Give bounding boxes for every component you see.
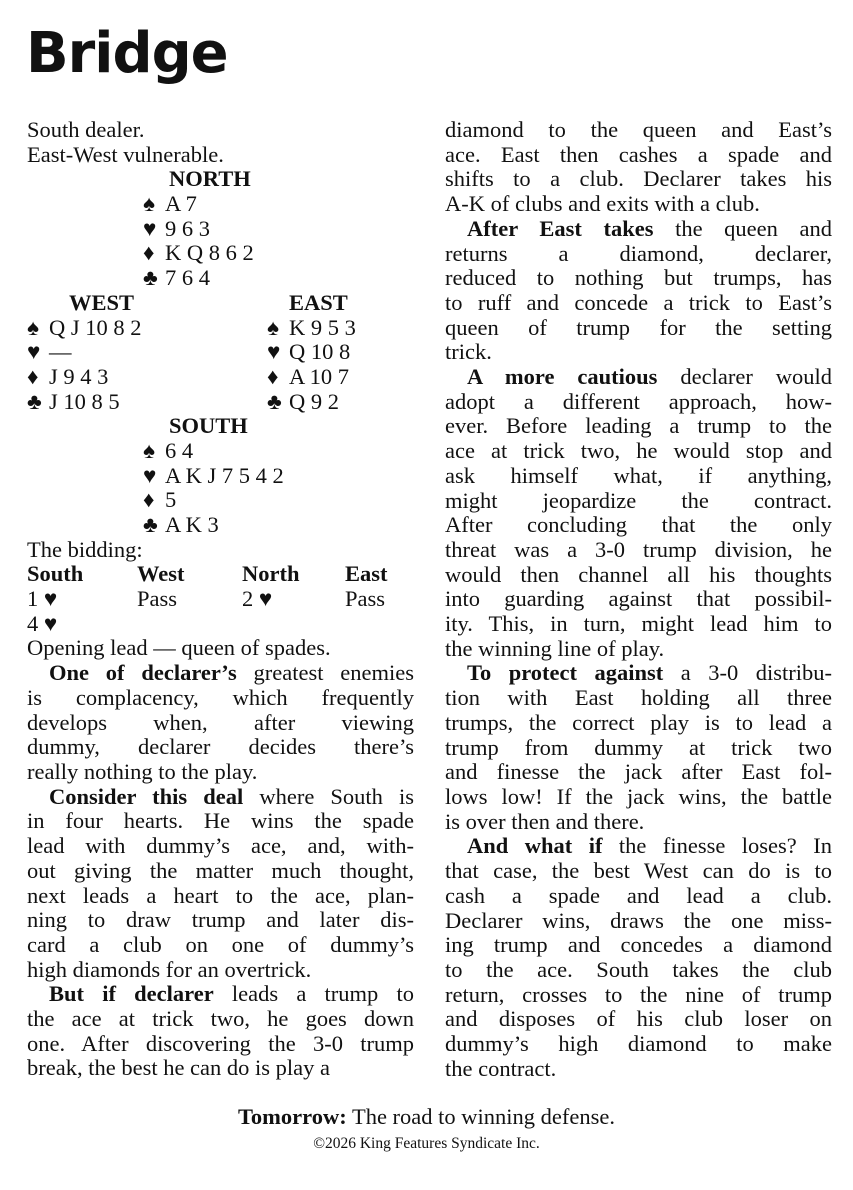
text-line: really nothing to the play. <box>27 759 258 784</box>
east-label: EAST <box>289 289 348 315</box>
text-line <box>27 661 414 686</box>
north-diamonds: ♦ K Q 8 6 2 <box>143 240 254 266</box>
text-line: cash a spade and lead a club. <box>445 882 832 908</box>
text-line: dummy’s high diamond to make <box>445 1031 832 1057</box>
south-clubs: ♣ A K 3 <box>143 512 219 538</box>
bid-cell: 2 ♥ <box>242 586 273 612</box>
text-line: and finesse the jack after East fol- <box>445 759 832 785</box>
text-line: ever. Before leading a trump to the <box>445 413 832 439</box>
bid-cell: 1 ♥ <box>27 586 58 612</box>
text-line: into guarding against that possibil- <box>445 586 832 612</box>
text-line: is over then and there. <box>445 808 645 834</box>
text-line: dummy, declarer decides there’s <box>27 734 414 760</box>
text-line: would then channel all his thoughts <box>445 561 832 587</box>
south-diamonds: ♦ 5 <box>143 487 177 513</box>
south-hearts: ♥ A K J 7 5 4 2 <box>143 462 284 488</box>
club-icon: ♣ <box>143 265 158 291</box>
text-line: break, the best he can do is play a <box>27 1055 331 1081</box>
text-line: reduced to nothing but trumps, has <box>445 265 832 291</box>
text-line: the winning line of play. <box>445 635 665 661</box>
text-line <box>27 982 414 1007</box>
spade-icon: ♠ <box>143 191 155 217</box>
tomorrow-label: Tomorrow: <box>237 1104 347 1129</box>
text-line: card a club on one of dummy’s <box>27 931 414 957</box>
heart-icon: ♥ <box>143 462 157 488</box>
left-column <box>27 118 414 1081</box>
text-line: ity. This, in turn, might lead him to <box>445 611 832 637</box>
bidding-header-south: South <box>27 561 84 587</box>
bidding-header-east: East <box>345 561 388 587</box>
bid-cell: Pass <box>137 586 178 612</box>
text-line: trumps, the correct play is to lead a <box>445 709 832 735</box>
text-line: ing trump and concedes a diamond <box>445 932 832 958</box>
text-line: out giving the matter much thought, <box>27 857 414 883</box>
diamond-icon: ♦ <box>267 363 279 389</box>
text-line <box>445 834 832 859</box>
text-line: trump from dummy at trick two <box>445 734 832 760</box>
bidding-label: The bidding: <box>27 536 143 562</box>
text-line: develops when, after viewing <box>27 709 414 735</box>
south-spades: ♠ 6 4 <box>143 437 194 463</box>
text-line: threat was a 3-0 trump division, he <box>445 536 832 562</box>
paragraph-lead: To protect against <box>467 660 664 686</box>
west-label: WEST <box>69 289 135 315</box>
text-line <box>445 217 832 242</box>
club-icon: ♣ <box>267 388 282 414</box>
diamond-icon: ♦ <box>27 363 39 389</box>
paragraph-lead: A more cautious <box>467 364 658 390</box>
text-line: return, crosses to the nine of trump <box>445 981 832 1007</box>
text-line: diamond to the queen and East’s <box>445 117 832 142</box>
west-hearts: ♥ — <box>27 339 72 365</box>
text-line: ask himself what, if anything, <box>445 462 832 488</box>
east-spades: ♠ K 9 5 3 <box>267 314 356 340</box>
text-line: to the ace. South takes the club <box>445 956 832 982</box>
bidding-header-north: North <box>242 561 300 587</box>
paragraph-lead: One of declarer’s <box>49 660 237 686</box>
hand-diagram <box>27 167 414 537</box>
paragraph-lead-rest: the finesse loses? In <box>602 833 832 859</box>
text-line: lows low! If the jack wins, the battle <box>445 783 832 809</box>
text-line: that case, the best West can do is to <box>445 858 832 884</box>
text-line: adopt a different approach, how- <box>445 388 832 414</box>
club-icon: ♣ <box>143 512 158 538</box>
heart-icon: ♥ <box>27 339 41 365</box>
text-line: next leads a heart to the ace, plan- <box>27 882 414 908</box>
dealer-line: South dealer. <box>27 117 145 142</box>
text-line: one. After discovering the 3-0 trump <box>27 1030 414 1056</box>
text-line: returns a diamond, declarer, <box>445 240 832 266</box>
tomorrow-text: The road to winning defense. <box>346 1104 615 1129</box>
text-line: to ruff and concede a trick to East’s <box>445 289 832 315</box>
text-line: tion with East holding all three <box>445 685 832 711</box>
text-line <box>445 661 832 686</box>
text-line: might jeopardize the contract. <box>445 487 832 513</box>
text-line: and disposes of his club loser on <box>445 1006 832 1032</box>
diamond-icon: ♦ <box>143 240 155 266</box>
north-spades: ♠ A 7 <box>143 191 197 217</box>
text-line: After concluding that the only <box>445 512 832 538</box>
text-line: lead with dummy’s ace, and, with- <box>27 833 414 859</box>
opening-lead: Opening lead — queen of spades. <box>27 635 331 661</box>
copyright: ©2026 King Features Syndicate Inc. <box>313 1135 540 1152</box>
vulnerability-line: East-West vulnerable. <box>27 141 224 167</box>
west-clubs: ♣ J 10 8 5 <box>27 388 120 414</box>
text-line: ace at trick two, he would stop and <box>445 438 832 464</box>
north-label: NORTH <box>169 166 251 192</box>
page-title: Bridge <box>26 21 228 86</box>
heart-icon: ♥ <box>143 215 157 241</box>
east-clubs: ♣ Q 9 2 <box>267 388 339 414</box>
west-diamonds: ♦ J 9 4 3 <box>27 363 109 389</box>
diamond-icon: ♦ <box>143 487 155 513</box>
north-hearts: ♥ 9 6 3 <box>143 215 210 241</box>
text-line: Declarer wins, draws the one miss- <box>445 907 832 933</box>
text-line: shifts to a club. Declarer takes his <box>445 166 832 192</box>
paragraph-lead-rest: declarer would <box>657 364 832 390</box>
east-hearts: ♥ Q 10 8 <box>267 339 351 365</box>
south-label: SOUTH <box>169 413 248 439</box>
text-line <box>27 785 414 810</box>
bidding-header-west: West <box>137 561 185 587</box>
paragraph-lead-rest: where South is <box>243 783 414 809</box>
bid-cell: 4 ♥ <box>27 610 58 636</box>
west-spades: ♠ Q J 10 8 2 <box>27 314 142 340</box>
text-line: in four hearts. He wins the spade <box>27 808 414 834</box>
bidding-table <box>27 538 414 637</box>
paragraph-lead: Consider this deal <box>49 783 244 809</box>
spade-icon: ♠ <box>27 314 39 340</box>
text-line: A-K of clubs and exits with a club. <box>445 191 760 217</box>
tomorrow-line <box>0 1104 853 1130</box>
paragraph-lead: But if declarer <box>49 981 214 1007</box>
paragraph-lead-rest: greatest enemies <box>236 660 414 686</box>
north-clubs: ♣ 7 6 4 <box>143 265 210 291</box>
heart-icon: ♥ <box>267 339 281 365</box>
paragraph-lead: After East takes <box>467 215 654 241</box>
club-icon: ♣ <box>27 388 42 414</box>
text-line: ning to draw trump and later dis- <box>27 907 414 933</box>
bid-cell: Pass <box>345 586 386 612</box>
paragraph-lead-rest: a 3-0 distribu- <box>663 660 832 686</box>
paragraph-lead-rest: the queen and <box>653 215 832 241</box>
article-text-left <box>27 661 414 1081</box>
article-text-right <box>445 118 832 1081</box>
text-line: ace. East then cashes a spade and <box>445 141 832 167</box>
text-line: high diamonds for an overtrick. <box>27 956 312 982</box>
paragraph-lead: And what if <box>467 833 603 859</box>
text-line: is complacency, which frequently <box>27 684 414 710</box>
text-line: the contract. <box>445 1055 557 1081</box>
text-line <box>445 365 832 390</box>
east-diamonds: ♦ A 10 7 <box>267 363 350 389</box>
text-line: queen of trump for the setting <box>445 314 832 340</box>
spade-icon: ♠ <box>143 437 155 463</box>
right-column <box>445 118 832 1081</box>
paragraph-lead-rest: leads a trump to <box>213 981 414 1007</box>
text-line: trick. <box>445 339 492 365</box>
text-line: the ace at trick two, he goes down <box>27 1006 414 1032</box>
spade-icon: ♠ <box>267 314 279 340</box>
